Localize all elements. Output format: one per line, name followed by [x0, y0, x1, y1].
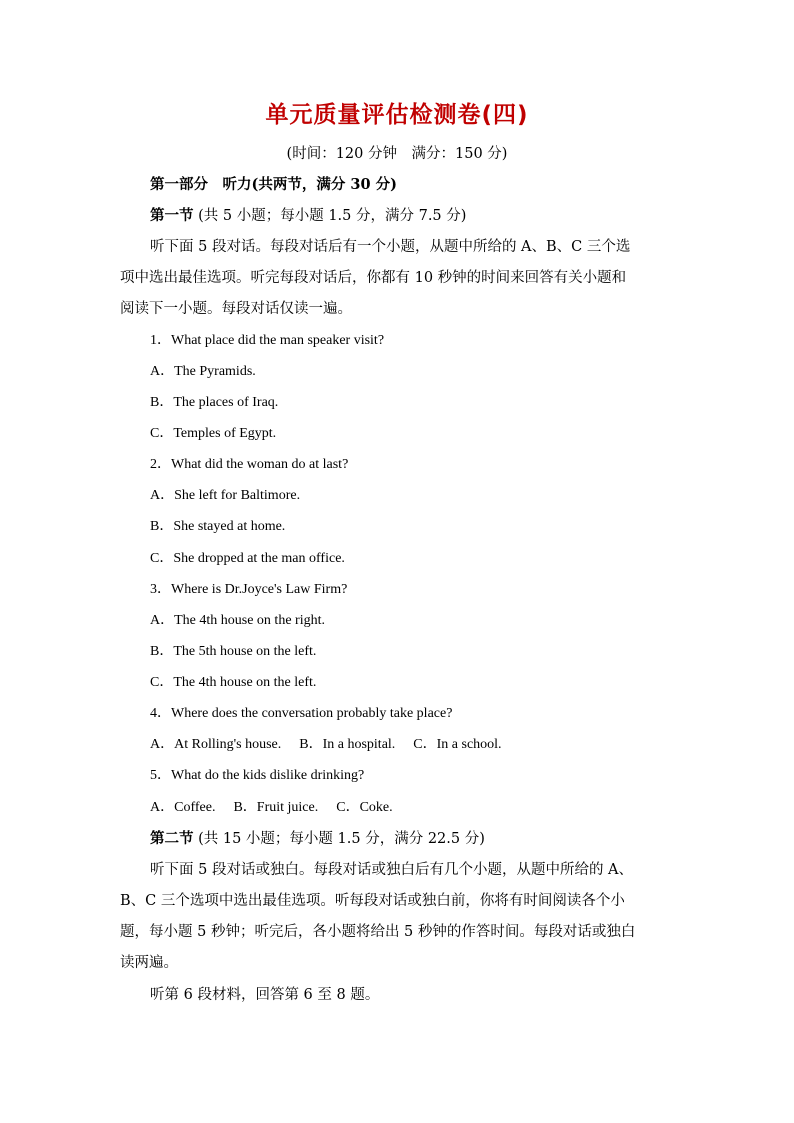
q4-option-c: C．In a school. [413, 737, 502, 752]
q5-option-c: C．Coke. [336, 800, 393, 815]
section2-heading [150, 829, 710, 849]
section1-instruction-line: 听下面 5 段对话。每段对话后有一个小题，从题中所给的 A、B、C 三个选 [150, 239, 631, 255]
part1-heading: 第一部分 听力(共两节，满分 30 分) [150, 176, 397, 193]
q1-option-c: C．Temples of Egypt. [150, 426, 277, 441]
q4-option-b: B．In a hospital. [299, 737, 396, 752]
q2-option-c: C．She dropped at the man office. [150, 551, 345, 566]
section1-heading [150, 206, 710, 226]
q3-option-c: C．The 4th house on the left. [150, 675, 317, 690]
section2-instruction-line: B、C 三个选项中选出最佳选项。听每段对话或独白前，你将有时间阅读各个小 [120, 893, 625, 909]
material-6-instruction: 听第 6 段材料，回答第 6 至 8 题。 [150, 987, 380, 1003]
question-4: 4．Where does the conversation probably take place? [150, 706, 453, 721]
q5-options [150, 798, 710, 818]
section1-detail: (共 5 小题；每小题 1.5 分，满分 7.5 分) [198, 208, 467, 224]
q5-option-b: B．Fruit juice. [233, 800, 319, 815]
q3-option-b: B．The 5th house on the left. [150, 644, 317, 659]
exam-meta: (时间：120 分钟 满分：150 分) [286, 146, 508, 162]
section2-instruction-line: 读两遍。 [120, 955, 178, 971]
question-1: 1．What place did the man speaker visit? [150, 333, 385, 348]
q5-option-a: A．Coffee. [150, 800, 216, 815]
page-title: 单元质量评估检测卷(四) [265, 102, 529, 128]
section1-label: 第一节 [150, 207, 194, 224]
section2-detail: (共 15 小题；每小题 1.5 分，满分 22.5 分) [198, 831, 485, 847]
question-5: 5．What do the kids dislike drinking? [150, 768, 365, 783]
q4-options [150, 735, 710, 755]
q3-option-a: A．The 4th house on the right. [150, 613, 325, 628]
question-3: 3．Where is Dr.Joyce's Law Firm? [150, 582, 348, 597]
q1-option-a: A．The Pyramids. [150, 364, 256, 379]
q1-option-b: B．The places of Iraq. [150, 395, 279, 410]
section2-instruction-line: 题，每小题 5 秒钟；听完后，各小题将给出 5 秒钟的作答时间。每段对话或独白 [120, 924, 636, 940]
section1-instruction-line: 项中选出最佳选项。听完每段对话后，你都有 10 秒钟的时间来回答有关小题和 [120, 270, 627, 286]
section1-instruction-line: 阅读下一小题。每段对话仅读一遍。 [120, 301, 352, 317]
q4-option-a: A．At Rolling's house. [150, 737, 282, 752]
question-2: 2．What did the woman do at last? [150, 457, 349, 472]
section2-label: 第二节 [150, 830, 194, 847]
section2-instruction-line: 听下面 5 段对话或独白。每段对话或独白后有几个小题，从题中所给的 A、 [150, 862, 634, 878]
q2-option-a: A．She left for Baltimore. [150, 488, 301, 503]
q2-option-b: B．She stayed at home. [150, 519, 286, 534]
